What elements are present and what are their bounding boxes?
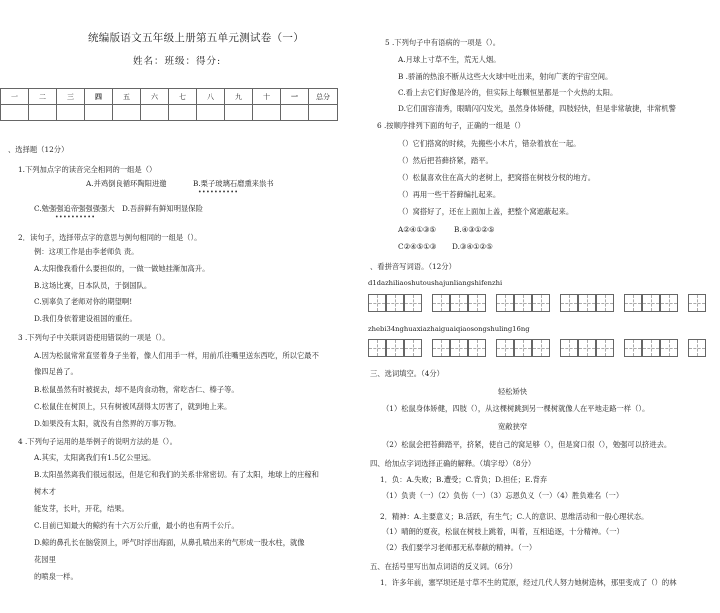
q4-option-d-line3: 的喷泉一样。 bbox=[34, 572, 78, 581]
writing-box[interactable] bbox=[560, 294, 578, 312]
q4-option-a: A.其实，太阳离我们有1.5亿公里远。 bbox=[34, 453, 156, 462]
q6-sentence-2: （）然后把苔藓挤紧，踏平。 bbox=[398, 156, 493, 165]
pinyin-row-1: d1dazhiliaoshutoushajunliangshifenzhi bbox=[368, 279, 503, 287]
score-col: 一 bbox=[1, 89, 29, 105]
writing-box[interactable] bbox=[642, 339, 660, 357]
section4-item1: 1．负：A.失败；B.遭受；C.背负；D.担任；E.背弃 bbox=[380, 475, 548, 484]
writing-box[interactable] bbox=[660, 294, 678, 312]
writing-box[interactable] bbox=[560, 339, 578, 357]
score-cell bbox=[85, 105, 113, 121]
score-cell bbox=[29, 105, 57, 121]
writing-box[interactable] bbox=[450, 294, 468, 312]
section3-word-pair-1: 轻松矫快 bbox=[498, 387, 528, 396]
q4-option-b-line2: 树木才 bbox=[34, 487, 56, 496]
writing-box[interactable] bbox=[368, 339, 386, 357]
section1-heading: 、选择题（12分） bbox=[8, 145, 69, 154]
score-cell bbox=[309, 105, 338, 121]
writing-box[interactable] bbox=[450, 339, 468, 357]
writing-box[interactable] bbox=[532, 339, 550, 357]
q2-option-c: C.别辜负了老师对你的期望啊! bbox=[34, 297, 133, 306]
q4-option-c: C.目前已知最大的鲸约有十六万公斤重，最小的也有两千公斤。 bbox=[34, 521, 239, 530]
section4-item2-sentence-1: （1）晴朗的夏夜，松鼠在树枝上跳着，叫着，互相追逐，十分精神。（一） bbox=[382, 527, 624, 536]
score-cell bbox=[197, 105, 225, 121]
student-info-line: 姓名：班级：得分: bbox=[133, 56, 222, 67]
writing-box[interactable] bbox=[578, 339, 596, 357]
q1-option-b: B.栗子玻璃石磨熏来祟书 bbox=[193, 179, 274, 188]
q3-option-b: B.松鼠虽然有时被捉去，却不是肉食动物，常吃杏仁、榛子等。 bbox=[34, 385, 239, 394]
q6-sentence-4: （）再用一些干苔藓编扎起来。 bbox=[398, 190, 501, 199]
q4-option-d-line1: D.鲸的鼻孔长在脑袋顶上，呼气时浮出海面，从鼻孔喷出来的气形成一股水柱，就像 bbox=[34, 538, 305, 547]
q5-stem: 5 .下列句子中有语病的一项是（）。 bbox=[385, 38, 501, 47]
writing-box[interactable] bbox=[532, 294, 550, 312]
section5-heading: 五、在括号里写出加点词语的反义词。（6分） bbox=[370, 562, 517, 571]
writing-box[interactable] bbox=[624, 294, 642, 312]
score-col: 二 bbox=[29, 89, 57, 105]
writing-box[interactable] bbox=[596, 339, 614, 357]
score-cell bbox=[253, 105, 281, 121]
q2-example: 例：这项工作是由李老师负 责。 bbox=[34, 247, 139, 256]
q5-option-d: D.它们面容清秀，眼睛闪闪发光，虽然身体矫健，四肢轻快，但是非常敏捷，非常机警 bbox=[398, 104, 676, 113]
q3-option-a-line1: A.因为松鼠常常直竖着身子坐着，像人们用手一样，用前爪往嘴里送东西吃，所以它最不 bbox=[34, 351, 319, 360]
score-col: 八 bbox=[197, 89, 225, 105]
score-cell bbox=[141, 105, 169, 121]
score-cell bbox=[225, 105, 253, 121]
writing-box[interactable] bbox=[688, 339, 706, 357]
q1-option-d: D.吾辞鲜有鲜知明显保险 bbox=[122, 204, 203, 213]
score-col-total: 总分 bbox=[309, 89, 338, 105]
q1-dots: •••••••••• bbox=[198, 189, 239, 196]
writing-box[interactable] bbox=[578, 294, 596, 312]
writing-box[interactable] bbox=[468, 339, 486, 357]
q3-stem: 3 .下列句子中关联词语使用错误的一项是（）。 bbox=[18, 333, 170, 342]
pinyin-row-2: zhebi34nghuaxiazhaiguaiqiaosongshuling16ng bbox=[368, 325, 530, 333]
writing-box[interactable] bbox=[432, 294, 450, 312]
q5-option-b: B .骄涌的热浪不断从这些大火球中吐出来，射向广袤的宇宙空间。 bbox=[398, 72, 613, 81]
section4-heading: 四、给加点字词选择正确的解释。（填字母）（8分） bbox=[370, 459, 536, 468]
writing-box[interactable] bbox=[514, 294, 532, 312]
q6-option-a: A②④①③⑤ bbox=[398, 225, 436, 234]
q6-sentence-3: （）松鼠喜欢住在高大的老树上，把窝搭在树枝分杈的地方。 bbox=[398, 173, 596, 182]
q3-option-d: D.如果没有太阳，就没有自然界的万事万物。 bbox=[34, 419, 181, 428]
section5-sentence-1: 1．许多年前，塞罕坝还是寸草不生的荒原，经过几代人努力她树造林，那里变成了（）的林 bbox=[380, 578, 677, 587]
score-col: 四 bbox=[85, 89, 113, 105]
score-cell bbox=[57, 105, 85, 121]
writing-box[interactable] bbox=[386, 339, 404, 357]
section3-heading: 三、选词填空。（4分） bbox=[370, 369, 444, 378]
q6-stem: 6 .按顺序排列下面的句子，正确的一组是（） bbox=[377, 121, 525, 130]
score-table-blank-row bbox=[1, 105, 338, 121]
score-col: 三 bbox=[57, 89, 85, 105]
score-cell bbox=[1, 105, 29, 121]
q6-option-b: B.④③①②⑤ bbox=[454, 225, 495, 234]
writing-box[interactable] bbox=[642, 294, 660, 312]
q2-option-b: B.这场比赛，日本队员，于倒国队。 bbox=[34, 281, 152, 290]
q1-stem: 1.下列加点字的读音完全相同的一组是（） bbox=[18, 165, 157, 174]
q2-option-d: D.我们身依着建设祖国的重任。 bbox=[34, 314, 137, 323]
q4-option-d-line2: 花园里 bbox=[34, 555, 56, 564]
q4-option-b-line3: 能发芽，长叶，开花，结果。 bbox=[34, 504, 129, 513]
section3-sentence-1: （1）松鼠身体矫健，四肢（），从这棵树跳到另一棵树就像人在平地走路一样（）。 bbox=[382, 404, 650, 413]
section4-item2-sentence-2: （2）我们要学习老师那无私奉献的精神。（一） bbox=[382, 543, 537, 552]
score-col: 六 bbox=[141, 89, 169, 105]
q1-option-a: A.并鸡倒良循环陶阳进邀 bbox=[86, 179, 167, 188]
writing-box[interactable] bbox=[660, 339, 678, 357]
q3-option-a-line2: 像四足兽了。 bbox=[34, 367, 78, 376]
score-table bbox=[0, 88, 338, 121]
section4-item2: 2．精神：A.主要意义；B.活跃，有生气；C.人的意识、思维活动和一般心理状态。 bbox=[380, 512, 649, 521]
score-col: 一 bbox=[281, 89, 309, 105]
score-col: 七 bbox=[169, 89, 197, 105]
writing-box[interactable] bbox=[368, 294, 386, 312]
section4-item1-blanks: （1）负责（一）（2）负伤（一）（3）忘恩负义（一）（4）胜负难名（一） bbox=[382, 491, 624, 500]
q2-stem: 2．读句子，选择带点字的意思与例句相同的一组是（）。 bbox=[18, 233, 202, 242]
q6-sentence-1: （）它们搭窝的时候，先搬些小木片，错杂着放在一起。 bbox=[398, 139, 581, 148]
score-cell bbox=[113, 105, 141, 121]
q1-dots: •••••••••• bbox=[55, 214, 96, 221]
q6-option-c: C②④⑤①③ bbox=[398, 242, 437, 251]
writing-box[interactable] bbox=[496, 294, 514, 312]
writing-box[interactable] bbox=[688, 294, 706, 312]
writing-box[interactable] bbox=[432, 339, 450, 357]
q4-stem: 4 .下列句子运用的是举例子的说明方法的是（）。 bbox=[18, 437, 177, 446]
section2-heading: 、看拼音写词语。（12分） bbox=[370, 262, 456, 271]
writing-box[interactable] bbox=[624, 339, 642, 357]
score-cell bbox=[281, 105, 309, 121]
section3-word-pair-2: 宽敞狭窄 bbox=[498, 422, 528, 431]
score-col: 十 bbox=[253, 89, 281, 105]
section3-sentence-2: （2）松鼠会把苔藓踏平，挤紧，使自己的窝足够（），但是窝口很（），勉强可以挤进去。 bbox=[382, 440, 672, 449]
q2-option-a: A.太阳像我看什么要担似的，一做一做她挂渐加高升。 bbox=[34, 264, 210, 273]
writing-box[interactable] bbox=[404, 339, 422, 357]
writing-box[interactable] bbox=[514, 339, 532, 357]
writing-box[interactable] bbox=[386, 294, 404, 312]
q4-option-b-line1: B.太阳虽然离我们很远很远，但是它和我们的关系非常密切。有了太阳，地球上的庄稼和 bbox=[34, 470, 319, 479]
score-table-header-row bbox=[1, 89, 338, 105]
q5-option-a: A.月球上寸草不生，荒无人烟。 bbox=[398, 55, 501, 64]
score-cell bbox=[169, 105, 197, 121]
q5-option-c: C.看上去它们好像是冷的，但实际上每颗恒星都是一个火热的太阳。 bbox=[398, 88, 618, 97]
writing-box[interactable] bbox=[596, 294, 614, 312]
q6-sentence-5: （）窝搭好了，还在上面加上盖，把整个窝遮蔽起来。 bbox=[398, 207, 574, 216]
writing-box[interactable] bbox=[496, 339, 514, 357]
page-title: 统编版语文五年级上册第五单元测试卷（一） bbox=[88, 32, 304, 44]
score-col: 五 bbox=[113, 89, 141, 105]
q3-option-c: C.松鼠住在树顶上，只有树被风刮得太厉害了，就到地上来。 bbox=[34, 402, 232, 411]
score-col: 九 bbox=[225, 89, 253, 105]
writing-box[interactable] bbox=[404, 294, 422, 312]
q1-option-c: C.勉强强追帝强强强强大 bbox=[34, 204, 115, 213]
q6-option-d: D.③④①②⑤ bbox=[452, 242, 493, 251]
writing-box[interactable] bbox=[468, 294, 486, 312]
